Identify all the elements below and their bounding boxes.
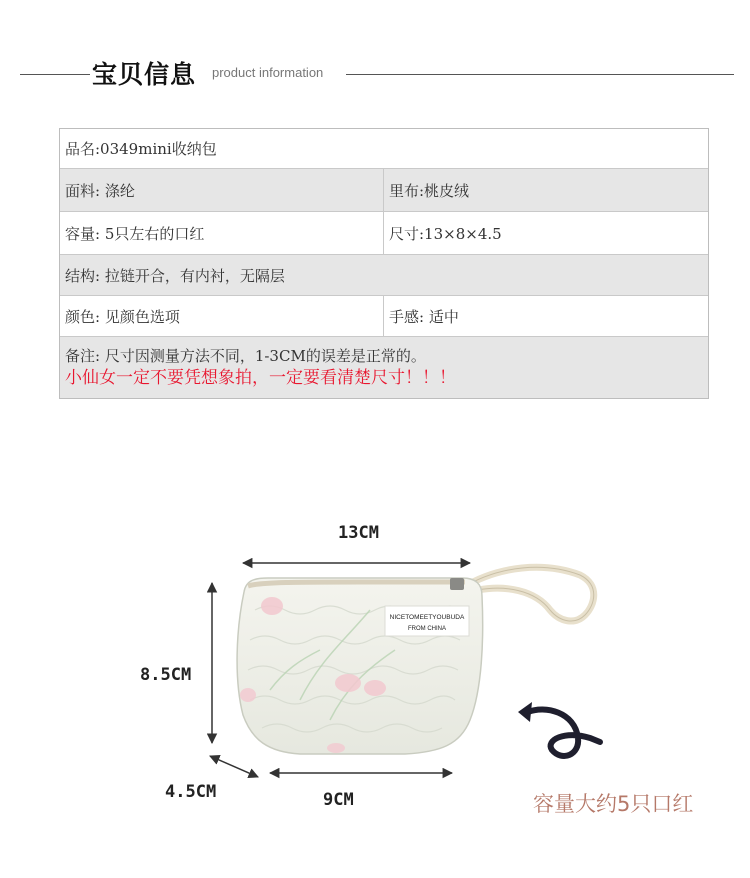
size-cell: 尺寸:13×8×4.5 — [389, 224, 502, 243]
height-label: 8.5CM — [140, 665, 192, 685]
capacity-cell: 容量: 5只左右的口红 — [60, 212, 384, 254]
brand-tag-line2: FROM CHINA — [408, 626, 446, 632]
flower-motif — [327, 743, 345, 753]
warning-text: 小仙女一定不要凭想象拍，一定要看清楚尺寸！！！ — [65, 368, 456, 388]
fabric-cell: 面料: 涤纶 — [60, 169, 384, 211]
width-label: 13CM — [338, 523, 379, 543]
feel-cell: 手感: 适中 — [389, 307, 459, 326]
note-text: 备注: 尺寸因测量方法不同，1-3CM的误差是正常的。 — [65, 347, 426, 365]
brand-tag-line1: NICETOMEETYOUBUDA — [389, 614, 465, 621]
color-cell: 颜色: 见颜色选项 — [60, 296, 384, 336]
lining-cell: 里布:桃皮绒 — [389, 181, 470, 200]
depth-label: 4.5CM — [165, 782, 217, 802]
structure-cell: 结构: 拉链开合，有内衬，无隔层 — [65, 266, 285, 285]
flower-motif — [364, 680, 386, 696]
depth-dimension-line — [210, 756, 258, 777]
flower-motif — [261, 597, 283, 615]
page-subtitle: product information — [212, 65, 324, 80]
flower-motif — [240, 688, 256, 702]
product-name-cell: 品名:0349mini收纳包 — [65, 140, 217, 158]
page-title: 宝贝信息 — [92, 60, 197, 89]
zipper-pull — [450, 578, 464, 590]
curved-arrow — [528, 709, 600, 756]
flower-motif — [335, 674, 361, 692]
base-label: 9CM — [323, 790, 354, 810]
capacity-caption: 容量大约5只口红 — [533, 792, 694, 816]
